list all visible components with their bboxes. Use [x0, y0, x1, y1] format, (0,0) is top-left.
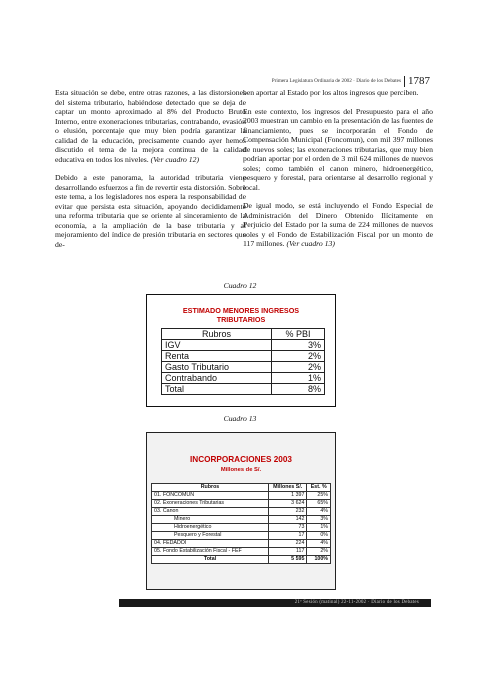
page-number: 1787 — [408, 75, 430, 87]
paragraph: De igual modo, se está incluyendo el Fondo Especial de Administración del Dinero Obtenido Ilícitamente en Perjuicio del Estado por la suma de 224 millones de nuevos soles y el Fondo de Estabilización Fiscal por un monto de 117 millones. (Ver cuadro 13) — [243, 201, 433, 248]
cuadro-12-caption: Cuadro 12 — [223, 281, 257, 290]
paragraph: Esta situación se debe, entre otras razones, a las distorsiones del sistema tributario, habiéndose detectado que se deja de captar un monto aproximado al 8% del Producto Bruto Interno, entre exoneraciones tributarias, contrabando, evasión o elusión, porcentaje que muy bien podría garantizar la calidad de la educación, precisamente cuando ayer hemos discutido el tema de la mejora continua de la calidad educativa en todos los niveles. (Ver cuadro 12) — [55, 88, 246, 164]
table-row-total: Total 5 595 100% — [152, 556, 331, 564]
table-reference: (Ver cuadro 12) — [150, 154, 200, 164]
cuadro-13-box — [146, 432, 336, 590]
cuadro-12-title: ESTIMADO MENORES INGRESOS TRIBUTARIOS — [182, 306, 300, 324]
table-row: Contrabando 1% — [162, 373, 325, 384]
column-header-rubros: Rubros — [162, 329, 272, 340]
cuadro-13-subtitle: Millones de S/. — [220, 467, 262, 473]
paragraph: En este contexto, los ingresos del Presupuesto para el año 2003 muestran un cambio en la presentación de las fuentes de financiamiento, pues se incorporarán el Fondo de Compensación Municipal (Foncomun), con mil 397 millones de nuevos soles; las exoneraciones tributarias, que muy bien podrían aportar por el orden de 3 mil 624 millones de nuevos soles; como también el canon minero, hidroenergético, pesquero y forestal, para orientarse al desarrollo regional y local. — [243, 106, 433, 192]
table-row: 04. FEDADOI 224 4% — [152, 540, 331, 548]
left-column — [55, 88, 246, 258]
column-header-pbi: % PBI — [272, 329, 325, 340]
table-row: 03. Canon 232 4% — [152, 508, 331, 516]
table-row: Renta 2% — [162, 351, 325, 362]
cuadro-13-table — [151, 483, 331, 564]
running-header — [258, 75, 430, 87]
table-header-row — [162, 329, 325, 340]
cuadro-12-table — [161, 328, 325, 395]
table-row-sub: Hidroenergético 73 1% — [152, 524, 331, 532]
column-header-millones: Millones S/. — [269, 484, 307, 492]
running-title: Primera Legislatura Ordinaria de 2002 · Diario de los Debates — [271, 78, 401, 84]
column-header-est: Est. % — [307, 484, 331, 492]
table-row: Gasto Tributario 2% — [162, 362, 325, 373]
cuadro-13-title: INCORPORACIONES 2003 — [190, 455, 292, 464]
column-header-rubros: Rubros — [152, 484, 269, 492]
page-footer: 21ª Sesión (matinal) 22-11-2002 · Diario de los Debates — [119, 599, 431, 607]
table-row-total: Total 8% — [162, 384, 325, 395]
cuadro-13-caption: Cuadro 13 — [223, 414, 257, 423]
table-row-sub: Pesquero y Forestal 17 0% — [152, 532, 331, 540]
table-row: 05. Fondo Estabilización Fiscal - FEF 117 2% — [152, 548, 331, 556]
table-row: IGV 3% — [162, 340, 325, 351]
right-column — [243, 88, 433, 258]
cuadro-12-box — [146, 294, 336, 407]
table-row-sub: Minero 142 3% — [152, 516, 331, 524]
table-row: 01. FONCOMUN 1 397 25% — [152, 492, 331, 500]
paragraph: Debido a este panorama, la autoridad tributaria viene desarrollando esfuerzos a fin de revertir esta distorsión. Sobre este tema, a los legisladores nos espera la responsabilidad de evitar que persista esta situación, apoyando decididamente una reforma tributaria que se oriente al sinceramiento de la economía, a la ampliación de la base tributaria y al mejoramiento del índice de presión tributaria en sectores que de- — [55, 173, 246, 249]
table-header-row — [152, 484, 331, 492]
table-row: 02. Exoneraciones Tributarias 3 624 65% — [152, 500, 331, 508]
table-reference: (Ver cuadro 13) — [286, 239, 335, 248]
paragraph: ben aportar al Estado por los altos ingresos que perciben. — [243, 88, 419, 97]
header-divider — [404, 76, 405, 87]
